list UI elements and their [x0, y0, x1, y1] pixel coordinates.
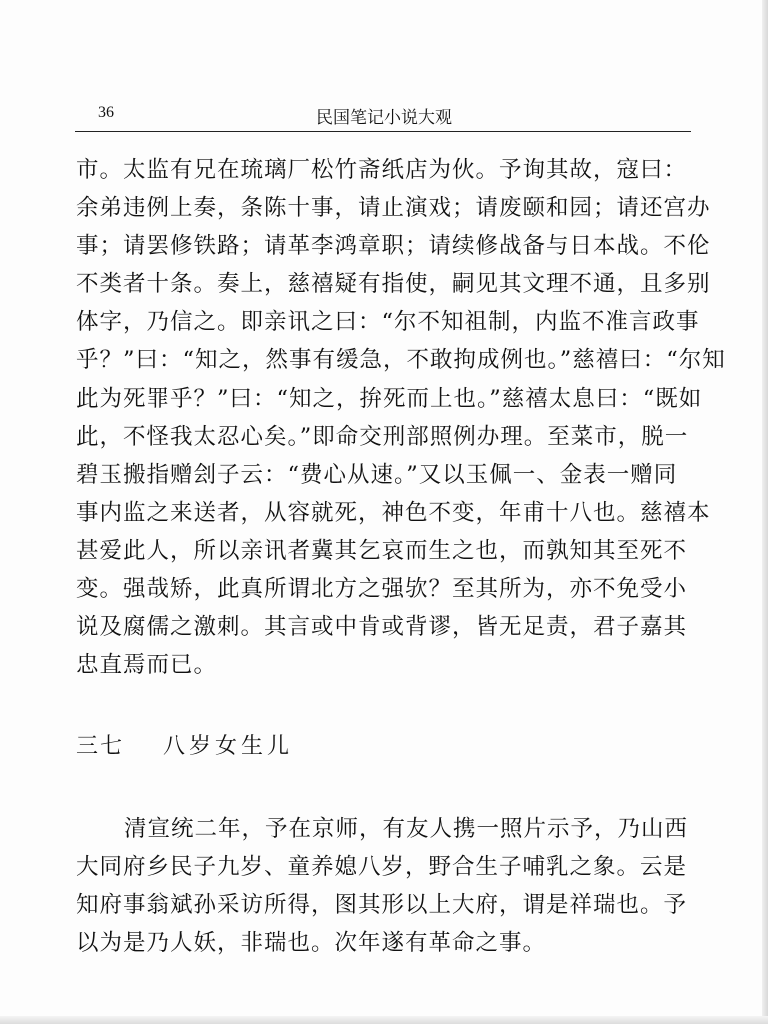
text-line: 变。强哉矫，此真所谓北方之强欤？至其所为，亦不免受小	[76, 576, 688, 603]
text-line: 以为是乃人妖，非瑞也。次年遂有革命之事。	[76, 930, 547, 957]
text-line: 不类者十条。奏上，慈禧疑有指使，嗣见其文理不通，且多别	[76, 271, 711, 298]
text-line: 碧玉搬指赠刽子云：“费心从速。”又以玉佩一、金表一赠同	[76, 461, 678, 488]
page-bottom-shadow	[0, 1016, 768, 1024]
header-rule	[75, 131, 691, 132]
text-line: 事；请罢修铁路；请革李鸿章职；请续修战备与日本战。不伦	[76, 233, 711, 260]
text-line: 甚爱此人，所以亲讯者冀其乞哀而生之也，而孰知其至死不	[76, 537, 688, 564]
text-line: 说及腐儒之激刺。其言或中肯或背谬，皆无足责，君子嘉其	[76, 614, 688, 641]
text-line: 余弟违例上奏，条陈十事，请止演戏；请废颐和园；请还宫办	[76, 195, 711, 222]
page-header	[78, 100, 690, 130]
text-line: 大同府乡民子九岁、童养媳八岁，野合生子哺乳之象。云是	[76, 854, 688, 881]
text-line: 忠直焉而已。	[76, 652, 218, 679]
section-heading	[76, 728, 293, 766]
page-number: 36	[98, 104, 114, 121]
section-number: 三七	[76, 734, 125, 759]
page-edge-shadow	[762, 0, 768, 1024]
running-title: 民国笔记小说大观	[316, 108, 452, 128]
text-line: 市。太监有兄在琉璃厂松竹斋纸店为伙。予询其故，寇曰：	[76, 157, 688, 183]
section-title: 八岁女生儿	[163, 734, 294, 759]
text-line: 知府事翁斌孙采访所得，图其形以上大府，谓是祥瑞也。予	[76, 892, 688, 919]
text-line: 乎？”曰：“知之，然事有缓急，不敢拘成例也。”慈禧曰：“尔知	[76, 347, 726, 374]
body-text-passage-2	[76, 810, 696, 962]
body-text-passage-1	[76, 151, 726, 684]
text-line: 清宣统二年，予在京师，有友人携一照片示予，乃山西	[124, 816, 689, 842]
text-line: 事内监之来送者，从容就死，神色不变，年甫十八也。慈禧本	[76, 499, 711, 526]
text-line: 此为死罪乎？”曰：“知之，拚死而上也。”慈禧太息曰：“既如	[76, 385, 703, 412]
text-line: 体字，乃信之。即亲讯之曰：“尔不知祖制，内监不准言政事	[76, 309, 700, 336]
text-line: 此，不怪我太忍心矣。”即命交刑部照例办理。至菜市，脱一	[76, 423, 689, 450]
